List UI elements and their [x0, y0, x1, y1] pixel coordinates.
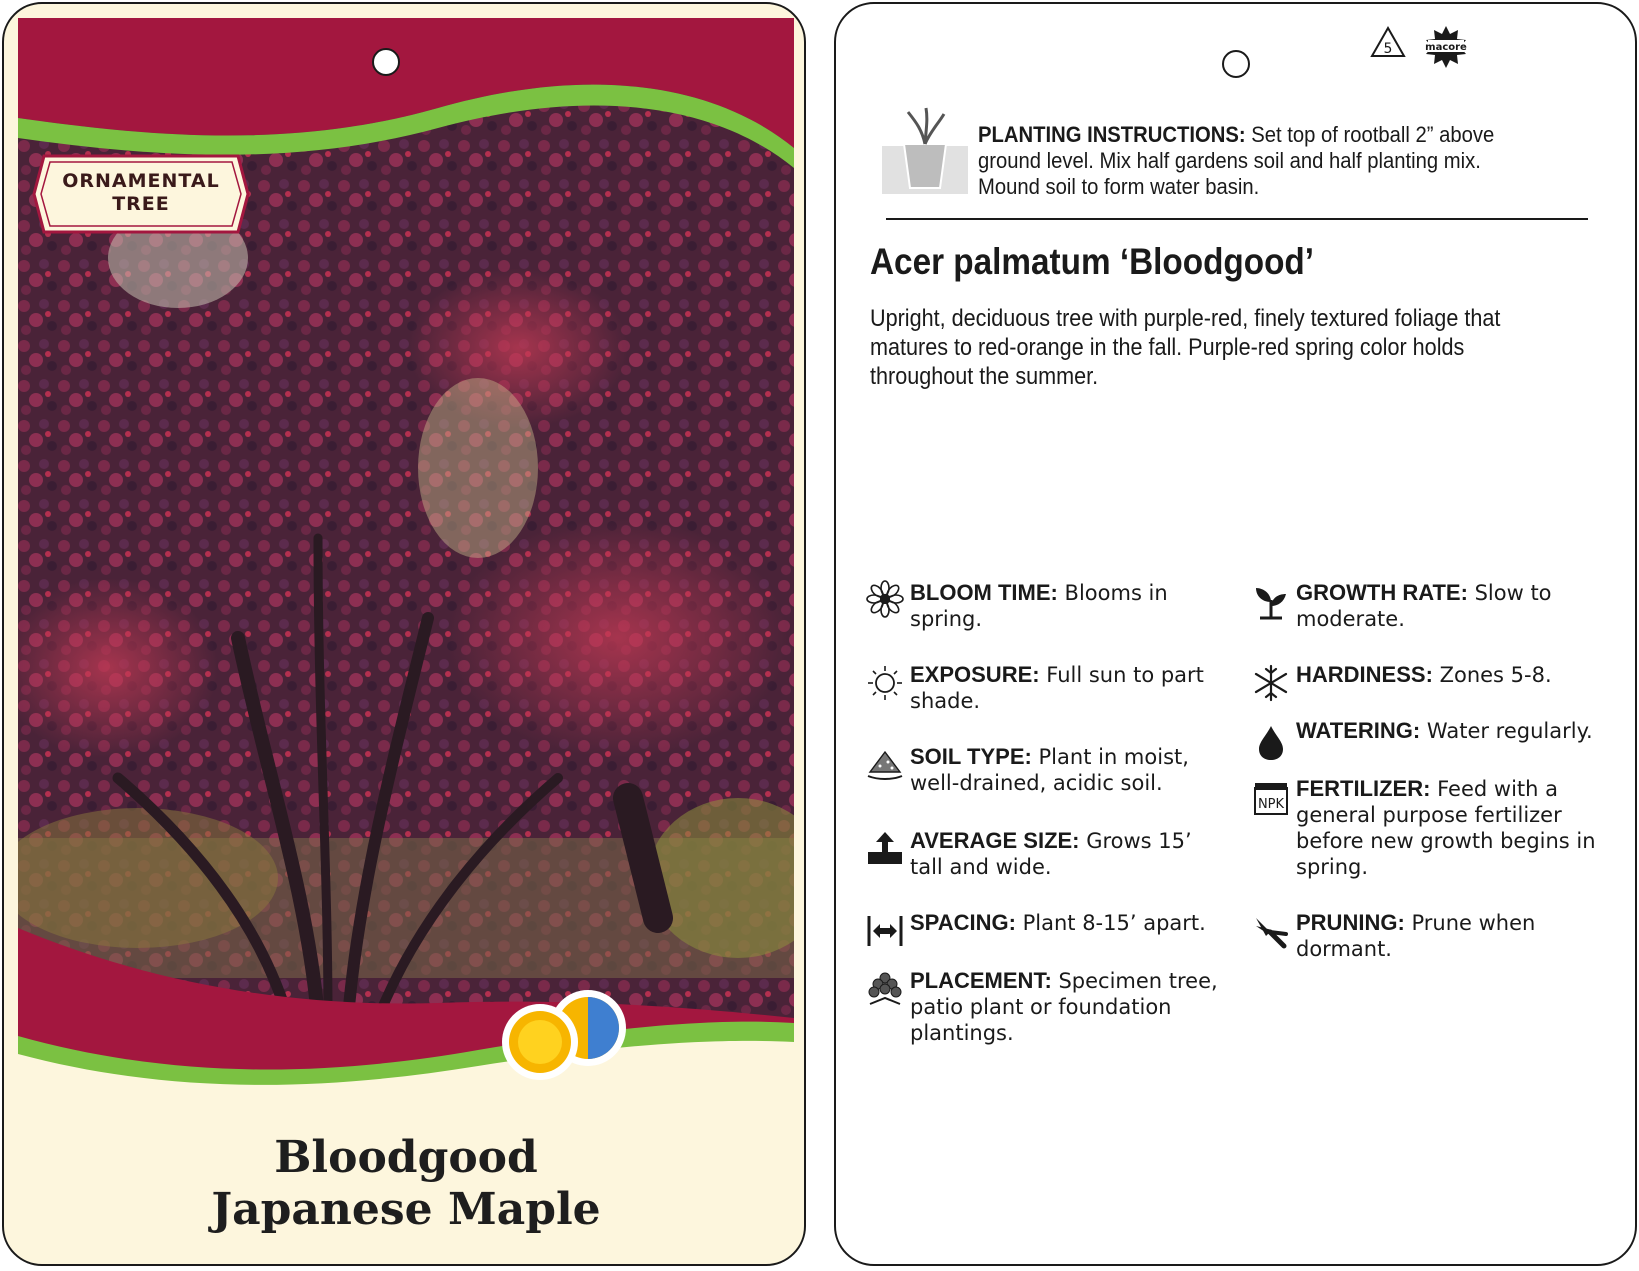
attr-text: Blooms in spring. — [910, 581, 1168, 631]
pruners-icon — [1252, 912, 1290, 950]
planting-instructions — [978, 122, 1539, 200]
attr-soil-type — [910, 744, 1220, 796]
plant-description: Upright, deciduous tree with purple-red, finely textured foliage that matures to red-orange in the fall. Purple-red spring color holds throughout the summer. — [870, 305, 1501, 390]
attr-text: Specimen tree, patio plant or foundation plantings. — [910, 969, 1218, 1045]
flower-icon — [866, 580, 904, 618]
common-name — [44, 1132, 768, 1236]
size-icon — [866, 830, 904, 868]
attr-text: Water regularly. — [1420, 719, 1593, 743]
attr-watering — [1296, 718, 1626, 744]
recycle-logo — [1370, 24, 1480, 70]
planting-label: PLANTING INSTRUCTIONS: — [978, 122, 1246, 147]
attr-label: GROWTH RATE: — [1296, 580, 1468, 605]
front-tag — [2, 2, 806, 1266]
attr-text: Slow to moderate. — [1296, 581, 1552, 631]
attr-label: PLACEMENT: — [910, 968, 1052, 993]
attr-text: Zones 5-8. — [1432, 663, 1552, 687]
recycle-code: 5 — [1383, 41, 1393, 57]
attr-placement — [910, 968, 1230, 1046]
category-badge — [32, 170, 250, 216]
divider — [886, 218, 1588, 220]
sun-icon — [866, 664, 904, 702]
soil-icon — [866, 746, 904, 784]
attr-label: FERTILIZER: — [1296, 776, 1431, 801]
attr-label: BLOOM TIME: — [910, 580, 1058, 605]
attr-fertilizer — [1296, 776, 1606, 880]
attr-label: PRUNING: — [1296, 910, 1405, 935]
attr-average-size — [910, 828, 1220, 880]
common-name-line1: Bloodgood — [274, 1132, 538, 1183]
potted-plant-icon — [882, 106, 968, 198]
attr-pruning — [1296, 910, 1606, 962]
category-badge-text: ORNAMENTAL TREE — [62, 170, 220, 215]
common-name-line2: Japanese Maple — [211, 1184, 601, 1235]
attr-label: HARDINESS: — [1296, 662, 1433, 687]
attr-hardiness — [1296, 662, 1616, 688]
back-tag — [834, 2, 1637, 1266]
attr-label: EXPOSURE: — [910, 662, 1040, 687]
full-sun-icon — [502, 1004, 578, 1080]
water-drop-icon — [1252, 724, 1290, 762]
npk-icon — [1252, 780, 1290, 818]
attr-text: Prune when dormant. — [1296, 911, 1536, 961]
svg-text:NPK: NPK — [1257, 797, 1285, 812]
attr-text: Grows 15’ tall and wide. — [910, 829, 1192, 879]
spacing-icon — [866, 912, 904, 950]
attr-exposure — [910, 662, 1220, 714]
exposure-icons — [500, 986, 636, 1082]
attr-label: WATERING: — [1296, 718, 1421, 743]
latin-name: Acer palmatum ‘Bloodgood’ — [870, 241, 1315, 282]
placement-icon — [866, 970, 904, 1008]
sprout-icon — [1252, 584, 1290, 622]
attr-label: AVERAGE SIZE: — [910, 828, 1080, 853]
snowflake-icon — [1252, 664, 1290, 702]
attr-text: Plant 8-15’ apart. — [1015, 911, 1206, 935]
hang-hole — [372, 48, 400, 76]
attr-text: Plant in moist, well-drained, acidic soil. — [910, 745, 1189, 795]
planting-text: Set top of rootball 2” above ground level. Mix half gardens soil and half planting mix. Mound soil to form water basin. — [978, 122, 1495, 199]
attr-text: Full sun to part shade. — [910, 663, 1204, 713]
attr-spacing — [910, 910, 1220, 936]
hang-hole — [1222, 50, 1250, 78]
brand-logo-text: macore — [1425, 42, 1467, 53]
attr-label: SPACING: — [910, 910, 1016, 935]
attr-text: Feed with a general purpose fertilizer before new growth begins in spring. — [1296, 777, 1596, 879]
attr-bloom-time — [910, 580, 1220, 632]
attr-label: SOIL TYPE: — [910, 744, 1032, 769]
attr-growth-rate — [1296, 580, 1616, 632]
